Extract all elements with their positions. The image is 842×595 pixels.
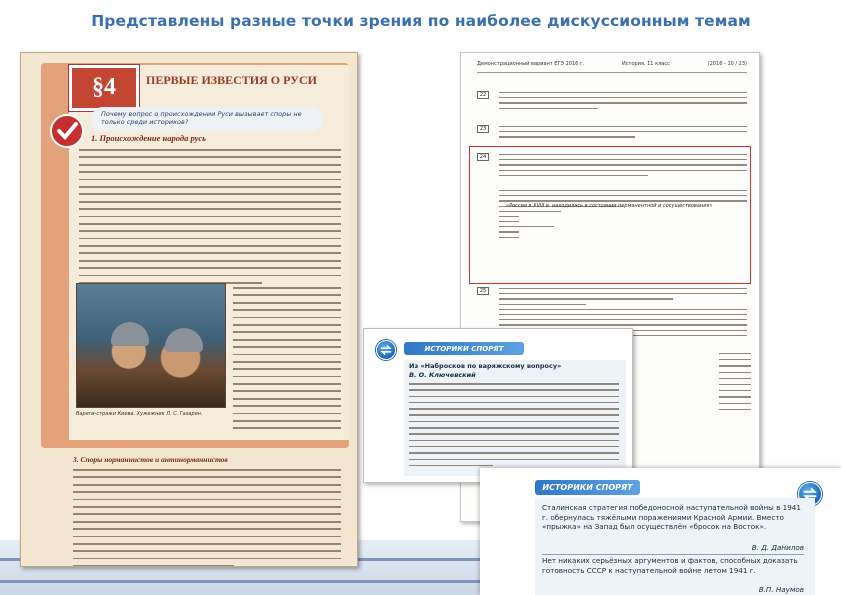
chapter-number: §4 [69,65,139,111]
item-number: 24 [477,153,489,161]
exam-citation: «Россия в XVIII в. находилась в состоянии перманентной и сосуществования» [506,203,713,209]
exam-header-mid: История, 11 класс [622,61,670,67]
historian-author: В. Д. Данилов [751,543,804,552]
item-number: 23 [477,125,489,133]
slide-title: Представлены разные точки зрения по наиболее дискуссионным темам [91,12,751,30]
quote-author: В. О. Ключевский [409,371,476,379]
paragraph-text [719,353,751,415]
check-icon [49,113,85,149]
historians-badge: ИСТОРИКИ СПОРЯТ [535,480,640,495]
lesson-question: Почему вопрос о происхождении Руси вызывает споры не только среди историков? [91,107,323,131]
historian-author: В.П. Наумов [758,585,804,594]
historians-card-left [363,328,633,483]
exam-header [477,61,747,73]
historians-badge: ИСТОРИКИ СПОРЯТ [404,342,524,355]
section-heading: 1. Происхождение народа русь [91,133,207,143]
divider [542,554,804,555]
exam-header-right: (2016 - 10 / 23) [707,61,747,67]
item-number: 25 [477,287,489,295]
quote-source: Из «Набросков по варяжскому вопросу» [409,362,562,370]
item-number: 22 [477,91,489,99]
historians-card-right [480,468,842,595]
exam-item-highlighted [477,153,747,278]
exam-item [477,125,747,143]
image-caption: Варяги-стражи Киева. Хужежник Л. С. Газарян. [76,411,203,417]
paragraph-text [79,149,341,289]
textbook-page [20,52,358,567]
paragraph-text [73,469,341,567]
section-heading: 3. Споры норманнистов и антинорманнистов [73,455,228,464]
exam-header-left: Демонстрационный вариант ЕГЭ 2016 г. [477,61,585,67]
historian-quote: Сталинская стратегия победоносной наступательной войны в 1941 г. обернулась тяжёлыми поражениями Красной Армии. Вместо «прыжка» на Запад был осуществлён «бросок на Восток». [542,503,801,531]
historian-quote: Нет никаких серьёзных аргументов и фактов, способных доказать готовность СССР к наступательной войне летом 1941 г. [542,556,798,575]
quote-text [409,383,619,471]
exam-item [477,91,747,121]
varangian-warriors-image [76,283,226,408]
arrows-exchange-icon [376,340,396,360]
chapter-title: ПЕРВЫЕ ИЗВЕСТИЯ О РУСИ [146,73,317,87]
paragraph-text [233,287,341,435]
